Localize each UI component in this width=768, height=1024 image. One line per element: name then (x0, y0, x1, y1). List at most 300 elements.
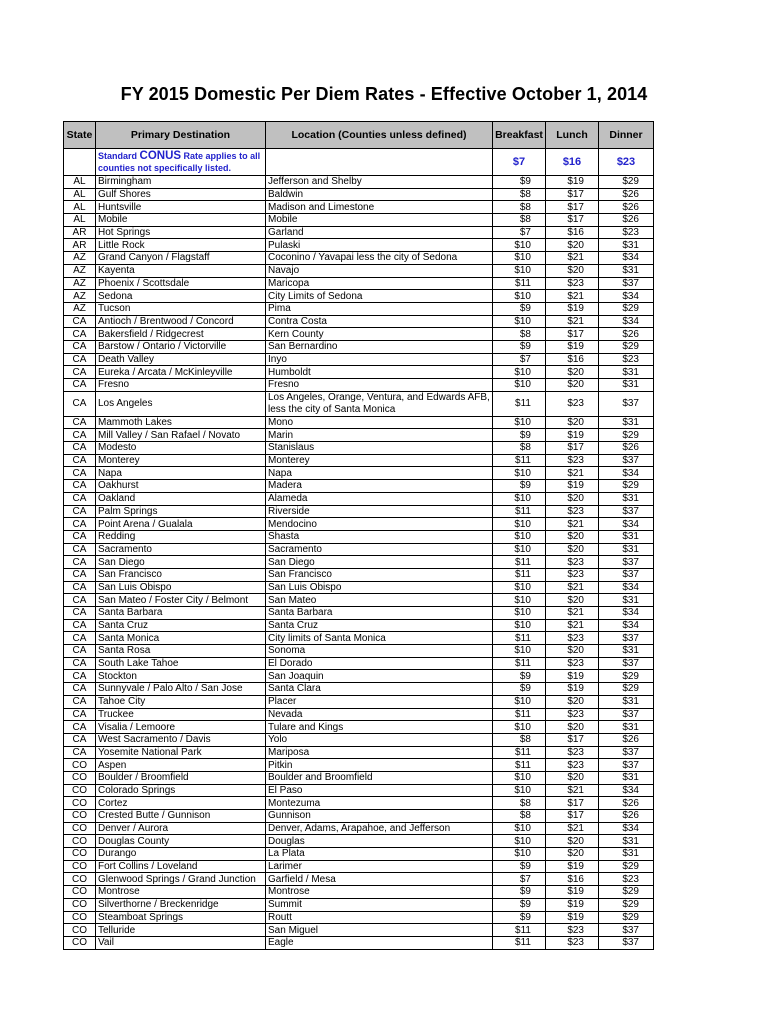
breakfast-cell: $11 (493, 759, 546, 772)
lunch-cell: $21 (546, 619, 599, 632)
location-cell: Fresno (266, 379, 493, 392)
breakfast-cell: $9 (493, 898, 546, 911)
table-row (64, 645, 654, 658)
breakfast-cell: $7 (493, 226, 546, 239)
breakfast-cell: $9 (493, 886, 546, 899)
dinner-cell: $34 (599, 467, 654, 480)
location-cell: San Miguel (266, 924, 493, 937)
destination-cell: Cortez (96, 797, 266, 810)
state-cell: CA (64, 568, 96, 581)
breakfast-cell: $11 (493, 505, 546, 518)
destination-cell: Tahoe City (96, 695, 266, 708)
breakfast-cell: $10 (493, 848, 546, 861)
standard-breakfast: $7 (493, 149, 546, 176)
location-cell: Montrose (266, 886, 493, 899)
state-cell: CA (64, 733, 96, 746)
lunch-cell: $21 (546, 822, 599, 835)
dinner-cell: $31 (599, 645, 654, 658)
breakfast-cell: $8 (493, 188, 546, 201)
dinner-cell: $29 (599, 480, 654, 493)
breakfast-cell: $9 (493, 176, 546, 189)
state-cell: CA (64, 467, 96, 480)
lunch-cell: $21 (546, 607, 599, 620)
dinner-cell: $34 (599, 619, 654, 632)
dinner-cell: $23 (599, 226, 654, 239)
standard-prefix: Standard (98, 151, 140, 161)
state-cell: AL (64, 188, 96, 201)
breakfast-cell: $9 (493, 302, 546, 315)
destination-cell: Kayenta (96, 264, 266, 277)
lunch-cell: $20 (546, 239, 599, 252)
breakfast-cell: $10 (493, 530, 546, 543)
lunch-cell: $23 (546, 708, 599, 721)
lunch-cell: $20 (546, 264, 599, 277)
table-row (64, 302, 654, 315)
state-cell: CA (64, 657, 96, 670)
location-cell: Montezuma (266, 797, 493, 810)
state-cell: CO (64, 822, 96, 835)
location-cell: Santa Cruz (266, 619, 493, 632)
table-row (64, 860, 654, 873)
location-cell: Garfield / Mesa (266, 873, 493, 886)
state-cell: CA (64, 366, 96, 379)
state-cell: CA (64, 391, 96, 416)
breakfast-cell: $9 (493, 911, 546, 924)
breakfast-cell: $9 (493, 340, 546, 353)
dinner-cell: $37 (599, 505, 654, 518)
table-row (64, 810, 654, 823)
lunch-cell: $17 (546, 201, 599, 214)
location-cell: Madison and Limestone (266, 201, 493, 214)
table-row (64, 530, 654, 543)
dinner-cell: $23 (599, 873, 654, 886)
lunch-cell: $20 (546, 492, 599, 505)
state-cell: CA (64, 556, 96, 569)
standard-rate-row (64, 149, 654, 176)
lunch-cell: $17 (546, 328, 599, 341)
breakfast-cell: $10 (493, 543, 546, 556)
location-cell: Mariposa (266, 746, 493, 759)
state-cell: CO (64, 898, 96, 911)
table-row (64, 898, 654, 911)
standard-suffix: Rate applies to all counties not specifically listed. (98, 151, 261, 173)
dinner-cell: $26 (599, 442, 654, 455)
table-row (64, 848, 654, 861)
breakfast-cell: $10 (493, 619, 546, 632)
table-row (64, 721, 654, 734)
table-row (64, 886, 654, 899)
breakfast-cell: $7 (493, 353, 546, 366)
state-cell: CO (64, 848, 96, 861)
destination-cell: South Lake Tahoe (96, 657, 266, 670)
state-cell: CA (64, 454, 96, 467)
breakfast-cell: $10 (493, 518, 546, 531)
state-cell: CA (64, 530, 96, 543)
state-cell: CO (64, 873, 96, 886)
dinner-cell: $37 (599, 657, 654, 670)
location-cell: Kern County (266, 328, 493, 341)
breakfast-cell: $8 (493, 214, 546, 227)
state-cell: CA (64, 543, 96, 556)
lunch-cell: $17 (546, 733, 599, 746)
destination-cell: Yosemite National Park (96, 746, 266, 759)
table-row (64, 543, 654, 556)
lunch-cell: $23 (546, 632, 599, 645)
dinner-cell: $31 (599, 379, 654, 392)
state-cell: CO (64, 886, 96, 899)
destination-cell: Barstow / Ontario / Victorville (96, 340, 266, 353)
destination-cell: Little Rock (96, 239, 266, 252)
dinner-cell: $37 (599, 391, 654, 416)
table-row (64, 746, 654, 759)
breakfast-cell: $10 (493, 695, 546, 708)
destination-cell: Phoenix / Scottsdale (96, 277, 266, 290)
lunch-cell: $16 (546, 873, 599, 886)
state-cell: CA (64, 607, 96, 620)
location-cell: Pulaski (266, 239, 493, 252)
per-diem-table (63, 121, 654, 950)
state-cell: CA (64, 379, 96, 392)
dinner-cell: $34 (599, 252, 654, 265)
lunch-cell: $19 (546, 480, 599, 493)
dinner-cell: $31 (599, 721, 654, 734)
breakfast-cell: $10 (493, 581, 546, 594)
dinner-cell: $34 (599, 822, 654, 835)
destination-cell: San Diego (96, 556, 266, 569)
state-cell: CA (64, 619, 96, 632)
location-cell: Placer (266, 695, 493, 708)
dinner-cell: $31 (599, 594, 654, 607)
table-row (64, 492, 654, 505)
dinner-cell: $29 (599, 176, 654, 189)
lunch-cell: $23 (546, 759, 599, 772)
state-cell: CA (64, 315, 96, 328)
dinner-cell: $34 (599, 784, 654, 797)
location-cell: Alameda (266, 492, 493, 505)
location-cell: San Joaquin (266, 670, 493, 683)
dinner-cell: $37 (599, 746, 654, 759)
table-header-row (64, 122, 654, 149)
lunch-cell: $23 (546, 657, 599, 670)
breakfast-cell: $10 (493, 467, 546, 480)
state-cell: AZ (64, 252, 96, 265)
dinner-cell: $29 (599, 898, 654, 911)
location-cell: Larimer (266, 860, 493, 873)
state-cell: CO (64, 860, 96, 873)
lunch-cell: $23 (546, 391, 599, 416)
dinner-cell: $34 (599, 518, 654, 531)
location-cell: Baldwin (266, 188, 493, 201)
dinner-cell: $26 (599, 201, 654, 214)
table-row (64, 632, 654, 645)
destination-cell: Glenwood Springs / Grand Junction (96, 873, 266, 886)
lunch-cell: $20 (546, 366, 599, 379)
breakfast-cell: $10 (493, 252, 546, 265)
table-row (64, 252, 654, 265)
lunch-cell: $16 (546, 353, 599, 366)
table-row (64, 759, 654, 772)
lunch-cell: $20 (546, 848, 599, 861)
destination-cell: Santa Cruz (96, 619, 266, 632)
breakfast-cell: $10 (493, 315, 546, 328)
destination-cell: Monterey (96, 454, 266, 467)
table-row (64, 911, 654, 924)
table-row (64, 188, 654, 201)
lunch-cell: $21 (546, 467, 599, 480)
lunch-cell: $20 (546, 416, 599, 429)
location-cell: Mobile (266, 214, 493, 227)
destination-cell: Grand Canyon / Flagstaff (96, 252, 266, 265)
destination-cell: Denver / Aurora (96, 822, 266, 835)
destination-cell: Mobile (96, 214, 266, 227)
dinner-cell: $29 (599, 340, 654, 353)
location-cell: Inyo (266, 353, 493, 366)
location-cell: Eagle (266, 936, 493, 949)
table-row (64, 442, 654, 455)
state-cell: AZ (64, 264, 96, 277)
breakfast-cell: $8 (493, 733, 546, 746)
destination-cell: Crested Butte / Gunnison (96, 810, 266, 823)
dinner-cell: $29 (599, 670, 654, 683)
dinner-cell: $26 (599, 797, 654, 810)
lunch-cell: $19 (546, 670, 599, 683)
destination-cell: Mill Valley / San Rafael / Novato (96, 429, 266, 442)
table-row (64, 277, 654, 290)
location-cell: City Limits of Sedona (266, 290, 493, 303)
dinner-cell: $31 (599, 543, 654, 556)
breakfast-cell: $10 (493, 771, 546, 784)
breakfast-cell: $10 (493, 290, 546, 303)
state-cell: CO (64, 911, 96, 924)
location-cell: El Dorado (266, 657, 493, 670)
dinner-cell: $31 (599, 530, 654, 543)
dinner-cell: $37 (599, 936, 654, 949)
dinner-cell: $26 (599, 810, 654, 823)
state-cell: CA (64, 670, 96, 683)
state-cell: CO (64, 784, 96, 797)
dinner-cell: $37 (599, 277, 654, 290)
destination-cell: Hot Springs (96, 226, 266, 239)
dinner-cell: $31 (599, 695, 654, 708)
location-cell: Tulare and Kings (266, 721, 493, 734)
destination-cell: Vail (96, 936, 266, 949)
lunch-cell: $20 (546, 543, 599, 556)
destination-cell: Telluride (96, 924, 266, 937)
lunch-cell: $19 (546, 911, 599, 924)
state-cell: CA (64, 746, 96, 759)
state-cell: CA (64, 695, 96, 708)
location-cell: Contra Costa (266, 315, 493, 328)
table-row (64, 201, 654, 214)
location-cell: Los Angeles, Orange, Ventura, and Edwards AFB, less the city of Santa Monica (266, 391, 493, 416)
breakfast-cell: $10 (493, 366, 546, 379)
destination-cell: Gulf Shores (96, 188, 266, 201)
table-row (64, 733, 654, 746)
breakfast-cell: $11 (493, 277, 546, 290)
destination-cell: Oakland (96, 492, 266, 505)
lunch-cell: $17 (546, 214, 599, 227)
state-cell: CA (64, 708, 96, 721)
breakfast-cell: $11 (493, 657, 546, 670)
dinner-cell: $31 (599, 771, 654, 784)
lunch-cell: $17 (546, 442, 599, 455)
standard-dinner: $23 (599, 149, 654, 176)
breakfast-cell: $10 (493, 784, 546, 797)
table-row (64, 708, 654, 721)
lunch-cell: $19 (546, 302, 599, 315)
dinner-cell: $29 (599, 860, 654, 873)
table-row (64, 505, 654, 518)
standard-rate-note (96, 149, 266, 176)
destination-cell: Sacramento (96, 543, 266, 556)
lunch-cell: $21 (546, 290, 599, 303)
lunch-cell: $17 (546, 188, 599, 201)
location-cell: City limits of Santa Monica (266, 632, 493, 645)
lunch-cell: $20 (546, 645, 599, 658)
breakfast-cell: $10 (493, 416, 546, 429)
state-cell: CO (64, 759, 96, 772)
table-row (64, 315, 654, 328)
dinner-cell: $31 (599, 848, 654, 861)
state-cell: AZ (64, 277, 96, 290)
state-cell: CA (64, 632, 96, 645)
breakfast-cell: $10 (493, 379, 546, 392)
table-row (64, 214, 654, 227)
breakfast-cell: $11 (493, 632, 546, 645)
table-row (64, 657, 654, 670)
location-cell: San Luis Obispo (266, 581, 493, 594)
lunch-cell: $19 (546, 898, 599, 911)
table-row (64, 835, 654, 848)
table-row (64, 467, 654, 480)
page-title: FY 2015 Domestic Per Diem Rates - Effective October 1, 2014 (120, 84, 648, 104)
location-cell: Coconino / Yavapai less the city of Sedona (266, 252, 493, 265)
breakfast-cell: $11 (493, 936, 546, 949)
destination-cell: Antioch / Brentwood / Concord (96, 315, 266, 328)
destination-cell: Eureka / Arcata / McKinleyville (96, 366, 266, 379)
destination-cell: Fort Collins / Loveland (96, 860, 266, 873)
table-row (64, 607, 654, 620)
location-cell: Santa Clara (266, 683, 493, 696)
state-cell: CO (64, 771, 96, 784)
table-row (64, 518, 654, 531)
location-cell: Pitkin (266, 759, 493, 772)
lunch-cell: $19 (546, 683, 599, 696)
lunch-cell: $23 (546, 746, 599, 759)
destination-cell: Los Angeles (96, 391, 266, 416)
table-row (64, 176, 654, 189)
destination-cell: Santa Rosa (96, 645, 266, 658)
breakfast-cell: $8 (493, 201, 546, 214)
table-row (64, 594, 654, 607)
location-cell: Summit (266, 898, 493, 911)
table-row (64, 379, 654, 392)
breakfast-cell: $8 (493, 442, 546, 455)
dinner-cell: $31 (599, 835, 654, 848)
breakfast-cell: $10 (493, 607, 546, 620)
dinner-cell: $37 (599, 556, 654, 569)
table-row (64, 556, 654, 569)
state-cell: AL (64, 201, 96, 214)
state-cell: AL (64, 176, 96, 189)
state-cell: CA (64, 353, 96, 366)
breakfast-cell: $10 (493, 492, 546, 505)
destination-cell: Santa Barbara (96, 607, 266, 620)
destination-cell: Santa Monica (96, 632, 266, 645)
table-row (64, 290, 654, 303)
breakfast-cell: $10 (493, 594, 546, 607)
lunch-cell: $20 (546, 695, 599, 708)
state-cell: CA (64, 594, 96, 607)
lunch-cell: $23 (546, 556, 599, 569)
breakfast-cell: $11 (493, 746, 546, 759)
location-cell: Napa (266, 467, 493, 480)
header-destination: Primary Destination (96, 122, 266, 149)
destination-cell: Silverthorne / Breckenridge (96, 898, 266, 911)
lunch-cell: $19 (546, 176, 599, 189)
state-cell: CO (64, 797, 96, 810)
location-cell: San Bernardino (266, 340, 493, 353)
dinner-cell: $34 (599, 581, 654, 594)
table-row (64, 454, 654, 467)
dinner-cell: $29 (599, 911, 654, 924)
conus-label: CONUS (139, 150, 182, 162)
destination-cell: San Mateo / Foster City / Belmont (96, 594, 266, 607)
lunch-cell: $21 (546, 518, 599, 531)
destination-cell: Modesto (96, 442, 266, 455)
lunch-cell: $21 (546, 315, 599, 328)
destination-cell: Point Arena / Gualala (96, 518, 266, 531)
location-cell: Douglas (266, 835, 493, 848)
location-cell: Jefferson and Shelby (266, 176, 493, 189)
lunch-cell: $20 (546, 721, 599, 734)
dinner-cell: $26 (599, 188, 654, 201)
destination-cell: Bakersfield / Ridgecrest (96, 328, 266, 341)
location-cell: Pima (266, 302, 493, 315)
state-cell: CA (64, 340, 96, 353)
lunch-cell: $21 (546, 581, 599, 594)
dinner-cell: $31 (599, 264, 654, 277)
destination-cell: Truckee (96, 708, 266, 721)
table-row (64, 480, 654, 493)
breakfast-cell: $11 (493, 391, 546, 416)
dinner-cell: $23 (599, 353, 654, 366)
lunch-cell: $23 (546, 936, 599, 949)
breakfast-cell: $10 (493, 835, 546, 848)
table-row (64, 416, 654, 429)
state-cell: CA (64, 581, 96, 594)
state-cell: CA (64, 721, 96, 734)
location-cell: Marin (266, 429, 493, 442)
breakfast-cell: $8 (493, 797, 546, 810)
destination-cell: Redding (96, 530, 266, 543)
table-row (64, 366, 654, 379)
location-cell: Garland (266, 226, 493, 239)
standard-state-cell (64, 149, 96, 176)
breakfast-cell: $11 (493, 454, 546, 467)
breakfast-cell: $10 (493, 264, 546, 277)
dinner-cell: $34 (599, 315, 654, 328)
dinner-cell: $29 (599, 302, 654, 315)
state-cell: CO (64, 924, 96, 937)
dinner-cell: $37 (599, 759, 654, 772)
dinner-cell: $29 (599, 886, 654, 899)
lunch-cell: $17 (546, 810, 599, 823)
location-cell: Humboldt (266, 366, 493, 379)
dinner-cell: $31 (599, 492, 654, 505)
destination-cell: Stockton (96, 670, 266, 683)
location-cell: Gunnison (266, 810, 493, 823)
